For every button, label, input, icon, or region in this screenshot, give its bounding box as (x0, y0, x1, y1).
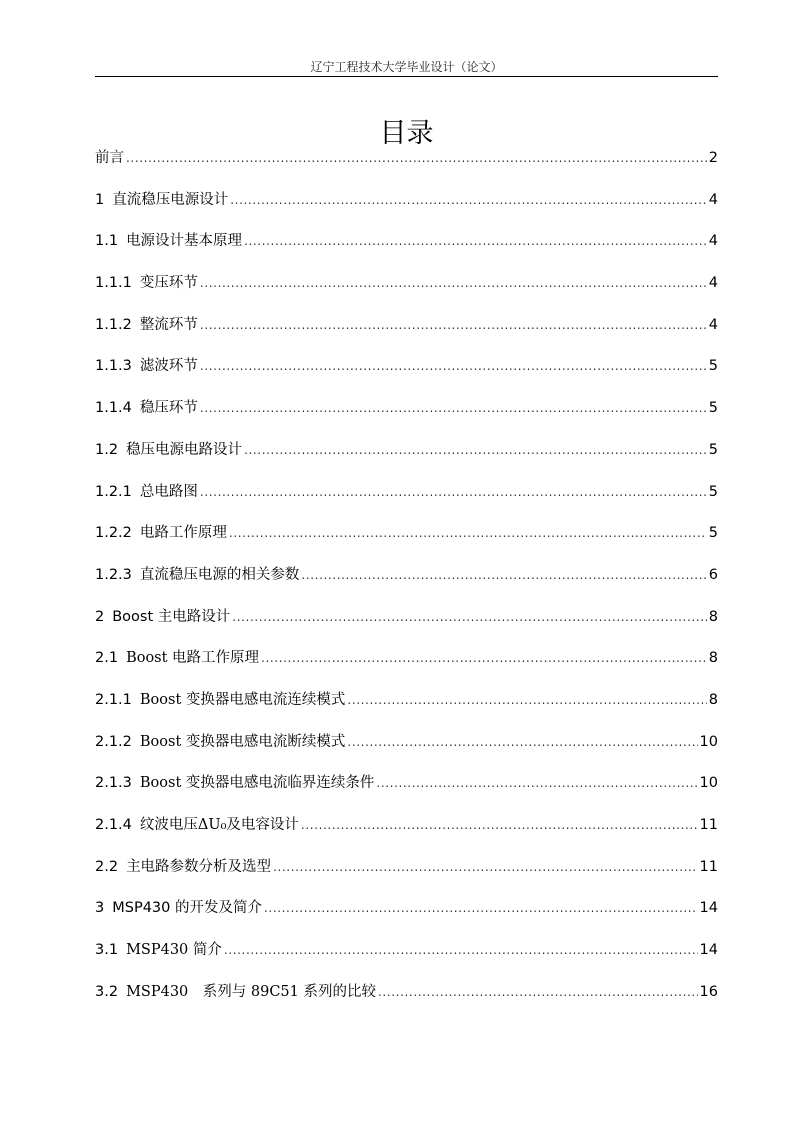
toc-entry-number: 1.2.2 (95, 525, 132, 542)
toc-entry-title: 稳压电源电路设计 (126, 441, 243, 458)
toc-dot-leader (200, 270, 707, 296)
toc-entry-title: 纹波电压ΔU₀及电容设计 (139, 817, 299, 833)
toc-dot-leader (378, 979, 698, 1005)
toc-entry-title: 总电路图 (139, 483, 198, 500)
toc-entry-number: 1.2.3 (95, 566, 132, 583)
toc-entry-page: 5 (708, 400, 718, 417)
toc-entry[interactable] (95, 395, 718, 437)
toc-entry-title: 直流稳压电源的相关参数 (139, 566, 300, 583)
toc-dot-leader (200, 479, 707, 505)
toc-entry-number: 1.1.1 (95, 275, 132, 292)
toc-dot-leader (229, 520, 707, 546)
toc-entry-page: 4 (708, 275, 718, 292)
toc-entry-number: 2 (95, 608, 105, 625)
toc-entry-page: 14 (699, 900, 718, 917)
toc-entry[interactable] (95, 562, 718, 604)
toc-entry[interactable] (95, 437, 718, 479)
toc-dot-leader (264, 895, 698, 921)
toc-entry-page: 8 (708, 650, 718, 667)
toc-entry-title: MSP430 系列与 89C51 系列的比较 (126, 983, 376, 1000)
toc-entry-page: 5 (708, 483, 718, 500)
toc-entry[interactable] (95, 145, 718, 187)
toc-entry-title: 整流环节 (139, 316, 198, 333)
toc-entry-number: 3 (95, 900, 105, 917)
toc-entry-title: 电路工作原理 (139, 525, 227, 542)
toc-dot-leader (347, 729, 697, 755)
toc-entry-title: 电源设计基本原理 (126, 233, 243, 250)
toc-entry[interactable] (95, 270, 718, 312)
toc-entry-page: 16 (699, 983, 718, 1000)
toc-entry[interactable] (95, 729, 718, 771)
page-header: 辽宁工程技术大学毕业设计（论文） (310, 60, 503, 74)
toc-entry-number: 1.1.2 (95, 316, 132, 333)
toc-entry-number: 1.1.4 (95, 400, 132, 417)
toc-dot-leader (347, 687, 706, 713)
toc-entry-number: 3.2 (95, 983, 119, 1000)
toc-entry-title: Boost 变换器电感电流临界连续条件 (139, 775, 375, 792)
toc-dot-leader (200, 312, 707, 338)
toc-entry[interactable] (95, 979, 718, 1021)
toc-entry-page: 4 (708, 233, 718, 250)
toc-entry-title: Boost 变换器电感电流断续模式 (139, 733, 346, 750)
toc-entry-page: 2 (708, 150, 718, 166)
toc-entry-number: 3.1 (95, 942, 119, 959)
toc-entry-number: 2.1.3 (95, 775, 132, 792)
toc-entry-title: 直流稳压电源设计 (112, 191, 229, 208)
toc-entry-page: 8 (708, 691, 718, 708)
toc-dot-leader (200, 395, 707, 421)
toc-entry-number: 1.1 (95, 233, 119, 250)
toc-entry-page: 5 (708, 441, 718, 458)
toc-entry-title: Boost 主电路设计 (112, 608, 231, 625)
toc-entry-number: 2.1.1 (95, 691, 132, 708)
toc-entry-title: MSP430 的开发及简介 (112, 900, 262, 917)
toc-entry-number: 1.2.1 (95, 483, 132, 500)
toc-entry-page: 14 (699, 942, 718, 959)
toc-entry-page: 4 (708, 191, 718, 208)
table-of-contents (95, 145, 718, 1020)
toc-entry-page: 5 (708, 358, 718, 375)
toc-dot-leader (261, 645, 707, 671)
toc-dot-leader (244, 437, 707, 463)
toc-entry[interactable] (95, 228, 718, 270)
toc-entry[interactable] (95, 604, 718, 646)
toc-dot-leader (232, 604, 706, 630)
toc-entry[interactable] (95, 479, 718, 521)
toc-entry-number: 2.2 (95, 858, 119, 875)
toc-entry-title: 变压环节 (139, 275, 198, 292)
toc-entry-number: 2.1.2 (95, 733, 132, 750)
toc-entry-number: 1 (95, 191, 105, 208)
toc-entry-title: 滤波环节 (139, 358, 198, 375)
toc-entry[interactable] (95, 187, 718, 229)
toc-entry-page: 6 (708, 566, 718, 583)
toc-dot-leader (200, 353, 707, 379)
toc-dot-leader (126, 145, 707, 171)
toc-entry-page: 8 (708, 608, 718, 625)
toc-entry[interactable] (95, 895, 718, 937)
toc-entry-page: 5 (708, 525, 718, 542)
toc-entry-number: 2.1 (95, 650, 119, 667)
toc-dot-leader (230, 187, 707, 213)
toc-entry[interactable] (95, 312, 718, 354)
toc-entry-number: 1.1.3 (95, 358, 132, 375)
toc-entry-page: 11 (699, 858, 718, 875)
toc-dot-leader (273, 854, 697, 880)
toc-entry-title: 前言 (95, 150, 124, 166)
toc-entry-page: 4 (708, 316, 718, 333)
toc-entry[interactable] (95, 854, 718, 896)
toc-entry-page: 11 (699, 817, 718, 833)
toc-entry-number: 2.1.4 (95, 817, 132, 833)
toc-entry-page: 10 (699, 733, 718, 750)
toc-entry[interactable] (95, 812, 718, 854)
toc-entry-title: MSP430 简介 (126, 942, 222, 959)
toc-entry[interactable] (95, 687, 718, 729)
header-divider (95, 76, 718, 77)
toc-entry[interactable] (95, 645, 718, 687)
toc-entry[interactable] (95, 937, 718, 979)
toc-dot-leader (301, 562, 706, 588)
toc-entry-number: 1.2 (95, 441, 119, 458)
toc-entry[interactable] (95, 520, 718, 562)
page-title: 目录 (379, 118, 434, 150)
toc-entry[interactable] (95, 770, 718, 812)
toc-entry-page: 10 (699, 775, 718, 792)
toc-dot-leader (224, 937, 698, 963)
toc-entry-title: Boost 电路工作原理 (126, 650, 260, 667)
toc-entry[interactable] (95, 353, 718, 395)
toc-entry-title: Boost 变换器电感电流连续模式 (139, 691, 346, 708)
toc-entry-title: 稳压环节 (139, 400, 198, 417)
toc-dot-leader (301, 812, 698, 838)
toc-dot-leader (244, 228, 707, 254)
toc-dot-leader (376, 770, 697, 796)
toc-entry-title: 主电路参数分析及选型 (126, 858, 272, 875)
